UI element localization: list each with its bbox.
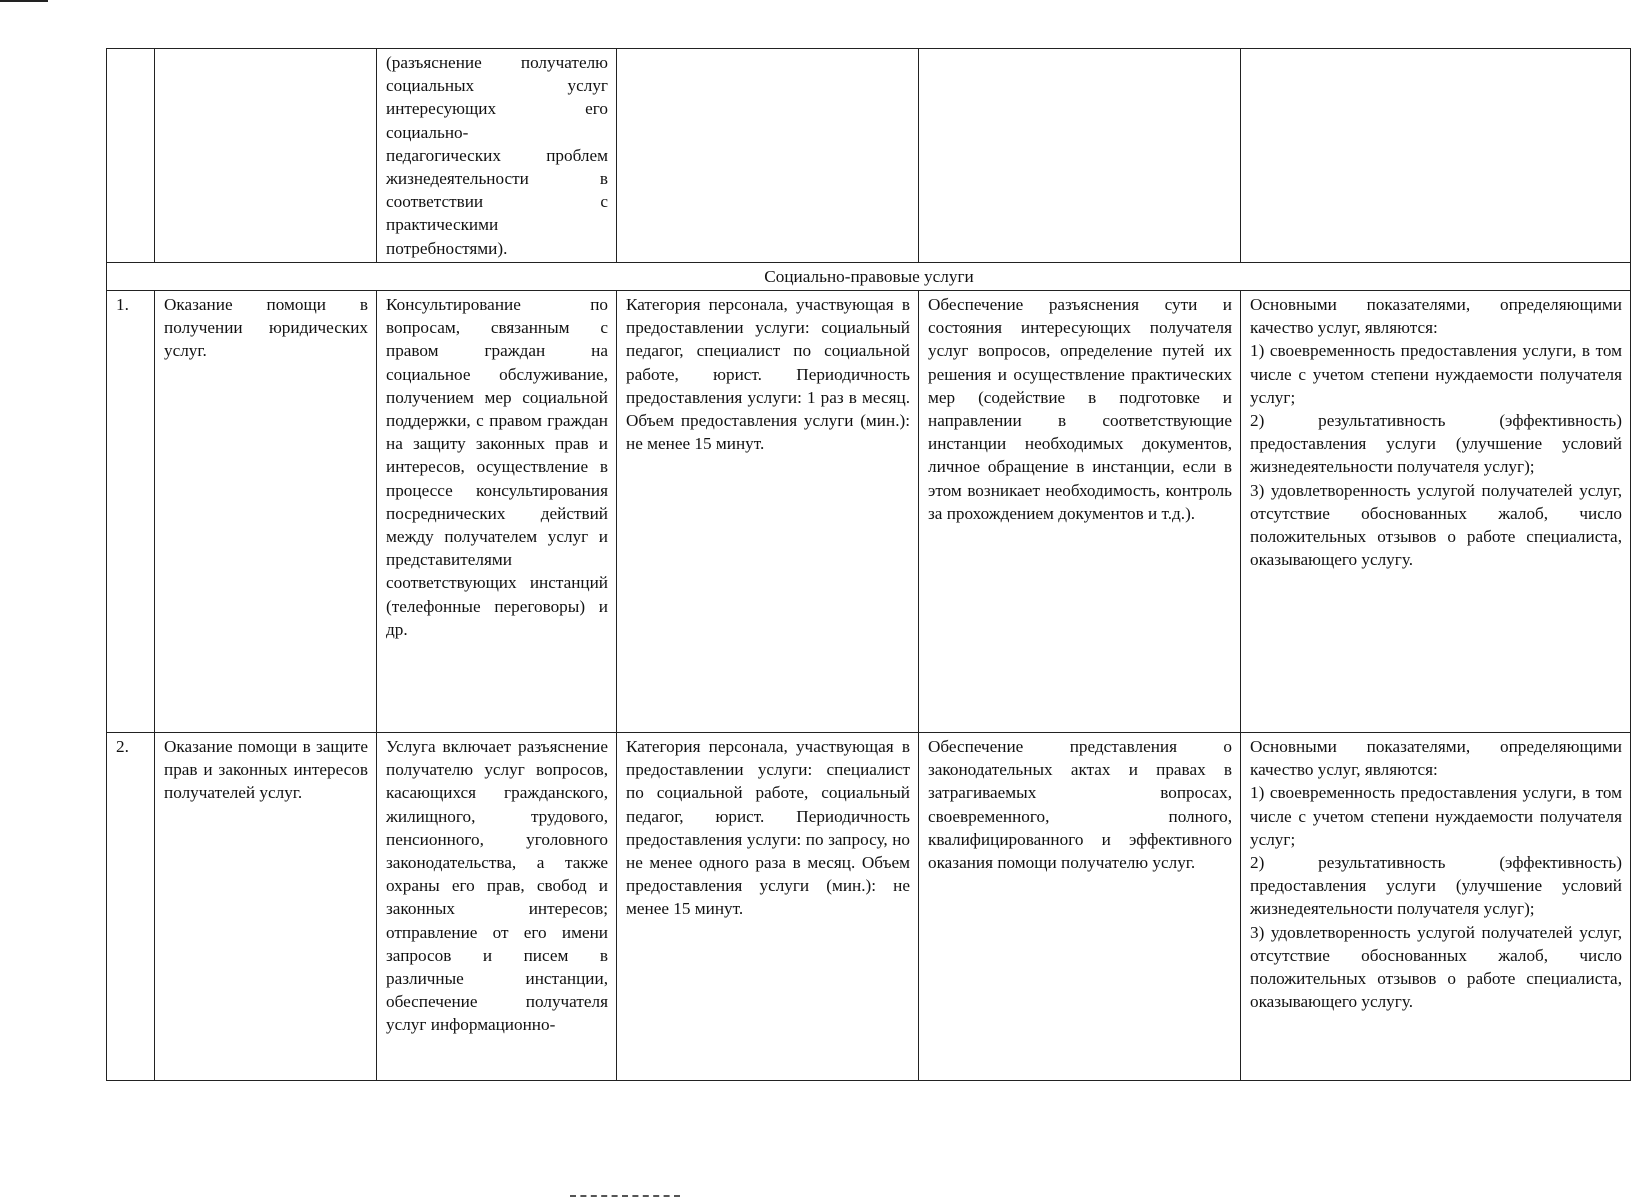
service-conditions: Обеспечение представления о законодательных актах и правах в затрагиваемых вопросах, своевременного, полного, квалифицированного и эффективного оказания помощи получателю услуг. — [919, 733, 1241, 1081]
service-staff: Категория персонала, участвующая в предоставлении услуги: социальный педагог, специалист по социальной работе, юрист. Периодичность предоставления услуги: 1 раз в месяц. Объем предоставления услуги (мин.): не менее 15 минут. — [617, 291, 919, 733]
service-indicators — [1241, 291, 1631, 733]
service-conditions: Обеспечение разъяснения сути и состояния интересующих получателя услуг вопросов, определение путей их решения и осуществление практических мер (содействие в подготовке и направлении в соответствующие инстанции необходимых документов, личное обращение в инстанции, если в этом возникает необходимость, контроль за прохождением документов и т.д.). — [919, 291, 1241, 733]
indicators-text — [1250, 735, 1622, 1013]
section-row — [107, 262, 1631, 290]
indicators-paragraph: 3) удовлетворенность услугой получателей услуг, отсутствие обоснованных жалоб, число положительных отзывов о работе специалиста, оказывающего услугу. — [1250, 480, 1622, 570]
cont-indicators-cell — [1241, 49, 1631, 263]
cont-name-cell — [155, 49, 377, 263]
cont-description-cell — [377, 49, 617, 263]
indicators-paragraph: 1) своевременность предоставления услуги, в том числе с учетом степени нуждаемости получателя услуг; — [1250, 341, 1622, 407]
cont-line: педагогических проблем — [386, 145, 608, 165]
cont-line: (разъяснение получателю — [386, 53, 608, 72]
service-name: Оказание помощи в получении юридических услуг. — [155, 291, 377, 733]
indicators-paragraph: 2) результативность (эффективность) предоставления услуги (улучшение условий жизнедеятельности получателя услуг); — [1250, 411, 1622, 477]
indicators-paragraph: 3) удовлетворенность услугой получателей услуг, отсутствие обоснованных жалоб, число положительных отзывов о работе специалиста, оказывающего услугу. — [1250, 922, 1622, 1012]
table-row — [107, 291, 1631, 733]
indicators-text — [1250, 293, 1622, 571]
cont-line: социальных услуг — [386, 76, 608, 96]
scan-edge-mark — [0, 0, 48, 2]
service-description: Услуга включает разъяснение получателю услуг вопросов, касающихся гражданского, жилищного, трудового, пенсионного, уголовного законодательства, а также охраны его прав, свобод и законных интересов; отправление от его имени запросов и писем в различные инстанции, обеспечение получателя услуг информационно- — [377, 733, 617, 1081]
cont-line: жизнедеятельности в — [386, 169, 608, 189]
cont-line: потребностями). — [386, 238, 508, 258]
cont-line: интересующих его — [386, 99, 608, 119]
service-description: Консультирование по вопросам, связанным с правом граждан на социальное обслуживание, получением мер социальной поддержки, с правом граждан на защиту законных прав и интересов, осуществление в процессе консультирования посреднических действий между получателем услуг и представителями соответствующих инстанций (телефонные переговоры) и др. — [377, 291, 617, 733]
continuation-row — [107, 49, 1631, 263]
row-number: 2. — [107, 733, 155, 1081]
table-row — [107, 733, 1631, 1081]
cont-line: практическими — [386, 215, 499, 235]
services-table — [106, 48, 1631, 1081]
indicators-paragraph: 1) своевременность предоставления услуги, в том числе с учетом степени нуждаемости получателя услуг; — [1250, 783, 1622, 849]
scan-edge-dash — [570, 1195, 680, 1199]
row-number: 1. — [107, 291, 155, 733]
cont-conditions-cell — [919, 49, 1241, 263]
indicators-paragraph: Основными показателями, определяющими качество услуг, являются: — [1250, 737, 1622, 780]
section-title: Социально-правовые услуги — [107, 262, 1631, 290]
indicators-paragraph: Основными показателями, определяющими качество услуг, являются: — [1250, 295, 1622, 338]
service-name: Оказание помощи в защите прав и законных интересов получателей услуг. — [155, 733, 377, 1081]
service-staff: Категория персонала, участвующая в предоставлении услуги: специалист по социальной работе, социальный педагог, юрист. Периодичность предоставления услуги: по запросу, но не менее одного раза в месяц. Объем предоставления услуги (мин.): не менее 15 минут. — [617, 733, 919, 1081]
service-indicators — [1241, 733, 1631, 1081]
cont-line: социально- — [386, 122, 469, 142]
cont-line: соответствии с — [386, 192, 608, 212]
indicators-paragraph: 2) результативность (эффективность) предоставления услуги (улучшение условий жизнедеятельности получателя услуг); — [1250, 853, 1622, 919]
cont-staff-cell — [617, 49, 919, 263]
cont-num-cell — [107, 49, 155, 263]
